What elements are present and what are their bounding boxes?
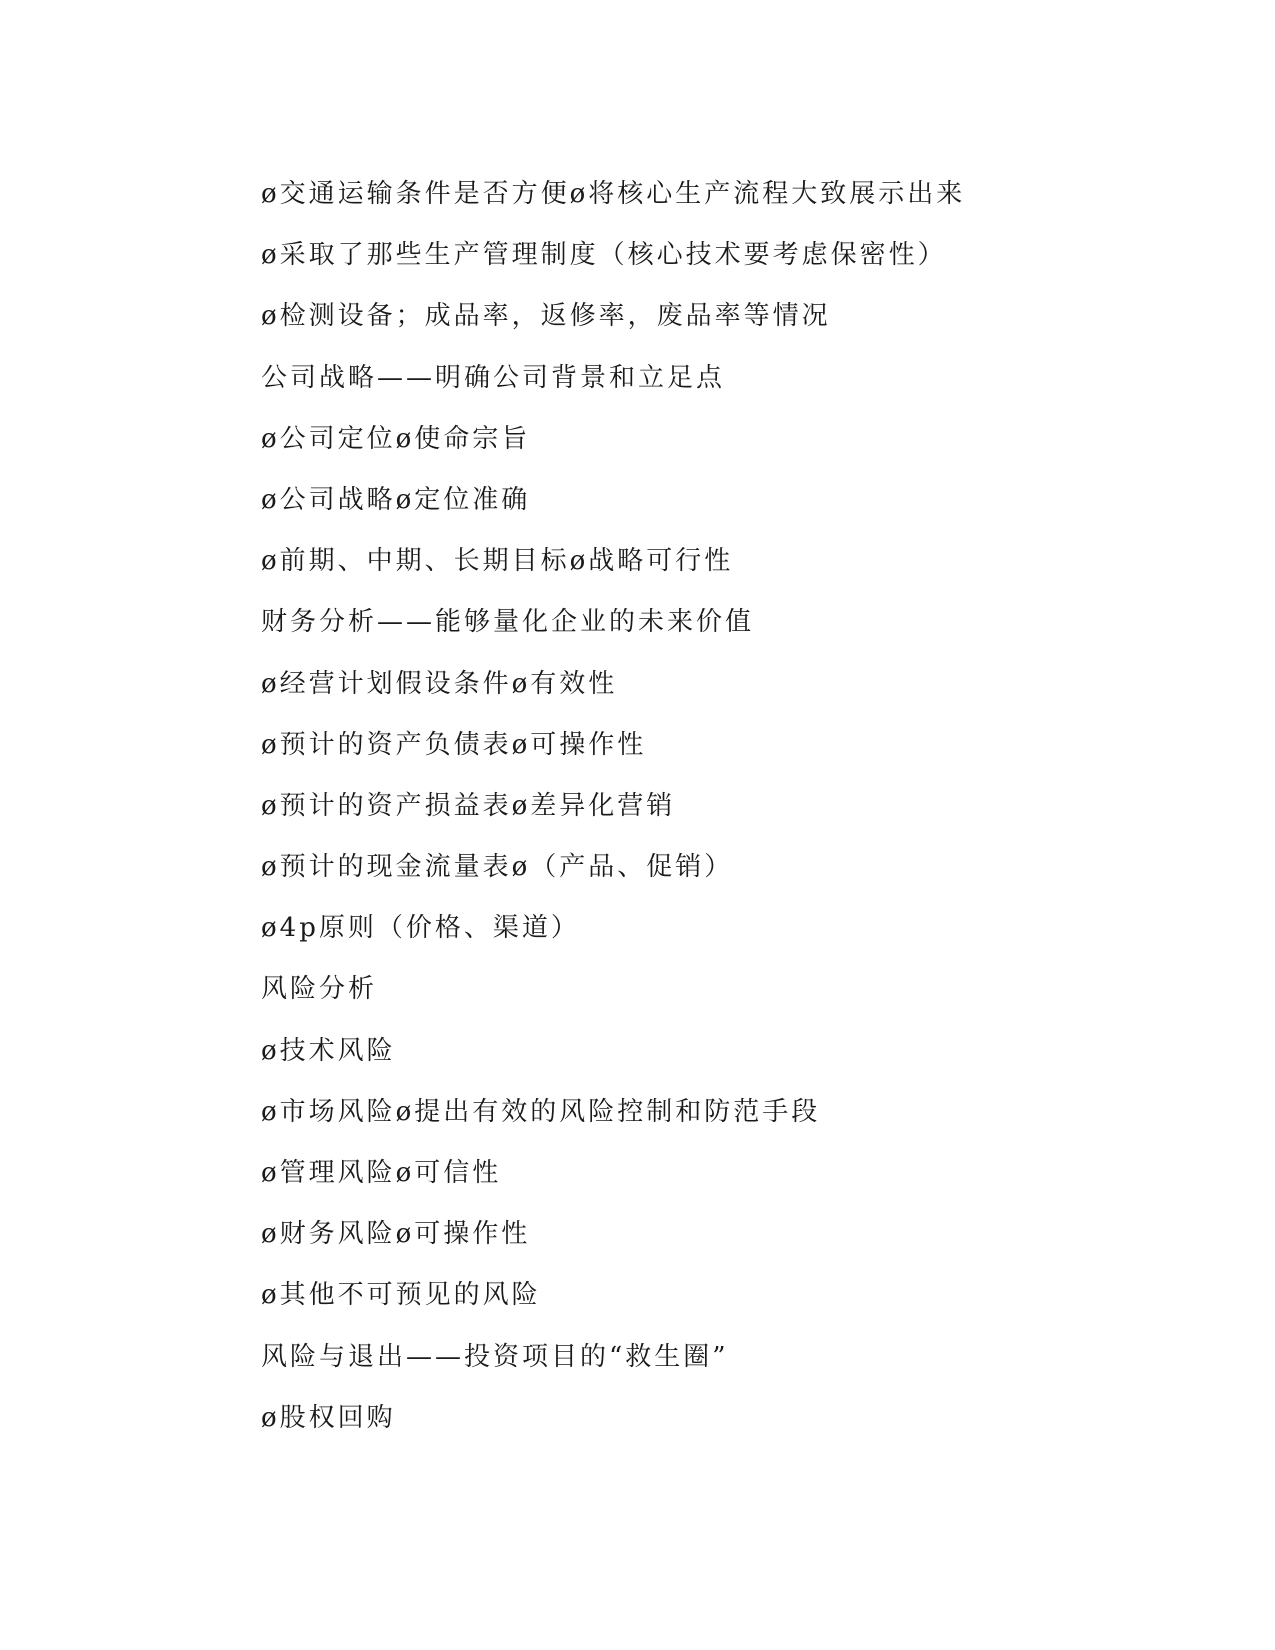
text-line: ø前期、中期、长期目标ø战略可行性 bbox=[261, 546, 734, 577]
text-line: ø技术风险 bbox=[261, 1035, 396, 1066]
section-heading: 财务分析——能够量化企业的未来价值 bbox=[261, 607, 755, 638]
text-line: ø采取了那些生产管理制度（核心技术要考虑保密性） bbox=[261, 240, 947, 271]
text-line: ø预计的现金流量表ø（产品、促销） bbox=[261, 852, 734, 883]
text-line: ø股权回购 bbox=[261, 1402, 396, 1433]
text-line: ø财务风险ø可操作性 bbox=[261, 1219, 531, 1250]
text-line: ø市场风险ø提出有效的风险控制和防范手段 bbox=[261, 1096, 821, 1127]
section-heading: 公司战略——明确公司背景和立足点 bbox=[261, 362, 726, 393]
text-line: ø预计的资产负债表ø可操作性 bbox=[261, 729, 647, 760]
section-heading: 风险分析 bbox=[261, 974, 378, 1005]
text-line: ø交通运输条件是否方便ø将核心生产流程大致展示出来 bbox=[261, 179, 966, 209]
text-line: ø经营计划假设条件ø有效性 bbox=[261, 668, 618, 699]
text-line: ø公司定位ø使命宗旨 bbox=[261, 423, 531, 454]
section-heading: 风险与退出——投资项目的“救生圈” bbox=[261, 1341, 729, 1372]
text-line: ø检测设备；成品率，返修率，废品率等情况 bbox=[261, 301, 831, 332]
text-line: ø预计的资产损益表ø差异化营销 bbox=[261, 790, 676, 821]
text-line: ø其他不可预见的风险 bbox=[261, 1280, 541, 1311]
text-line: ø公司战略ø定位准确 bbox=[261, 484, 531, 515]
document-body bbox=[261, 164, 1161, 1449]
text-line: ø管理风险ø可信性 bbox=[261, 1158, 502, 1188]
text-line: ø4p原则（价格、渠道） bbox=[261, 913, 580, 944]
